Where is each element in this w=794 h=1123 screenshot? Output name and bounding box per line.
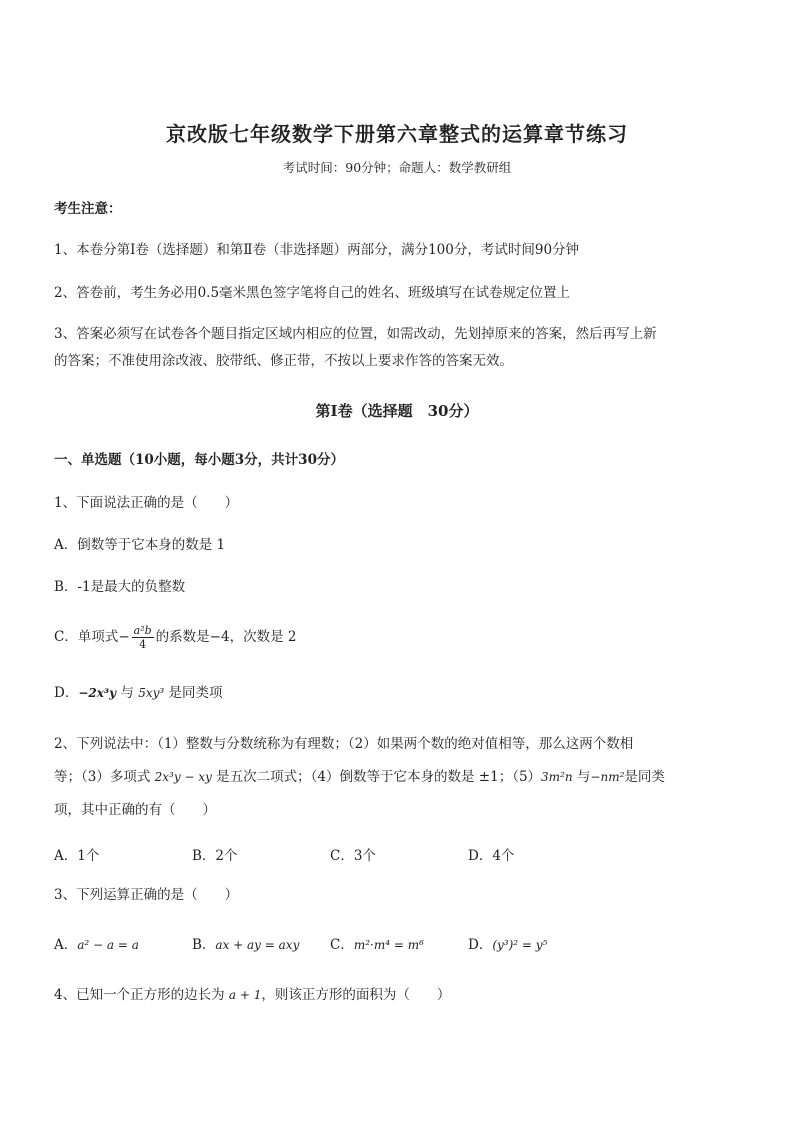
option-c-suffix: 的系数是−4，次数是 2 — [155, 629, 297, 645]
math-expression: 3m²n — [541, 770, 573, 784]
question-3-option-d — [468, 933, 547, 953]
text-segment: 与 — [572, 769, 591, 785]
math-expression: −nm² — [590, 770, 625, 784]
question-2-option-d: D．4个 — [468, 848, 515, 864]
notice-heading: 考生注意： — [54, 201, 122, 217]
question-1-stem: 1、下面说法正确的是（ ） — [54, 495, 239, 511]
section-title: 第Ⅰ卷（选择题 30分） — [315, 402, 479, 420]
notice-3: 3、答案必须写在试卷各个题目指定区域内相应的位置，如需改动，先划掉原来的答案，然后再写上新 — [54, 326, 657, 342]
question-2-line-1: 2、下列说法中：（1）整数与分数统称为有理数；（2）如果两个数的绝对值相等，那么这两个数相 — [54, 736, 634, 752]
question-3-option-a — [54, 933, 139, 953]
math-expression: ax + ay = axy — [215, 938, 300, 952]
question-2-option-b: B．2个 — [192, 848, 238, 864]
notice-1: 1、本卷分第Ⅰ卷（选择题）和第Ⅱ卷（非选择题）两部分，满分100分，考试时间90分钟 — [54, 242, 580, 258]
math-expression: m²·m⁴ = m⁶ — [353, 938, 424, 952]
fraction — [132, 624, 154, 651]
option-d-prefix: D． — [54, 685, 79, 701]
part-heading: 一、单选题（10小题，每小题3分，共计30分） — [54, 452, 344, 468]
question-1-option-a: A．倒数等于它本身的数是 1 — [54, 537, 226, 553]
notice-3-continued: 的答案；不准使用涂改液、胶带纸、修正带，不按以上要求作答的答案无效。 — [54, 353, 513, 369]
question-3-stem: 3、下列运算正确的是（ ） — [54, 887, 239, 903]
math-expression-2: 5xy³ — [138, 686, 165, 700]
question-1-option-d — [54, 683, 223, 703]
option-label: C． — [330, 937, 354, 953]
question-2-line-3: 项，其中正确的有（ ） — [54, 802, 216, 818]
page-title: 京改版七年级数学下册第六章整式的运算章节练习 — [166, 122, 628, 146]
minus-sign: − — [118, 629, 130, 645]
question-3-option-b — [192, 933, 299, 953]
question-2-option-a: A．1个 — [54, 848, 100, 864]
option-label: A． — [54, 937, 78, 953]
text-segment: 等；（3）多项式 — [54, 769, 155, 785]
question-4-stem — [54, 985, 450, 1005]
math-expression: 2x³y − xy — [154, 770, 212, 784]
math-expression: (y³)² = y⁵ — [492, 938, 548, 952]
text-segment: ，则该正方形的面积为（ ） — [261, 987, 451, 1003]
page-subtitle: 考试时间：90分钟；命题人：数学教研组 — [282, 160, 512, 175]
text-segment: 是五次二项式；（4）倒数等于它本身的数是 ±1；（5） — [211, 769, 542, 785]
option-c-prefix: C．单项式 — [54, 629, 119, 645]
notice-2: 2、答卷前，考生务必用0.5毫米黑色签字笔将自己的姓名、班级填写在试卷规定位置上 — [54, 285, 571, 301]
text-segment: 4、已知一个正方形的边长为 — [54, 987, 229, 1003]
question-2-line-2 — [54, 767, 665, 787]
math-expression: a + 1 — [228, 988, 262, 1002]
math-expression-1: −2x³y — [78, 686, 117, 700]
question-2-option-c: C．3个 — [330, 848, 376, 864]
fraction-numerator: a²b — [133, 624, 152, 637]
question-3-option-c — [330, 933, 424, 953]
fraction-denominator: 4 — [139, 638, 147, 651]
option-d-connector: 与 — [116, 685, 139, 701]
option-d-suffix: 是同类项 — [164, 685, 223, 701]
text-segment: 是同类 — [624, 769, 665, 785]
math-expression: a² − a = a — [77, 938, 139, 952]
question-1-option-c — [54, 624, 296, 651]
option-label: B． — [192, 937, 216, 953]
option-label: D． — [468, 937, 493, 953]
question-1-option-b: B．-1是最大的负整数 — [54, 579, 186, 595]
